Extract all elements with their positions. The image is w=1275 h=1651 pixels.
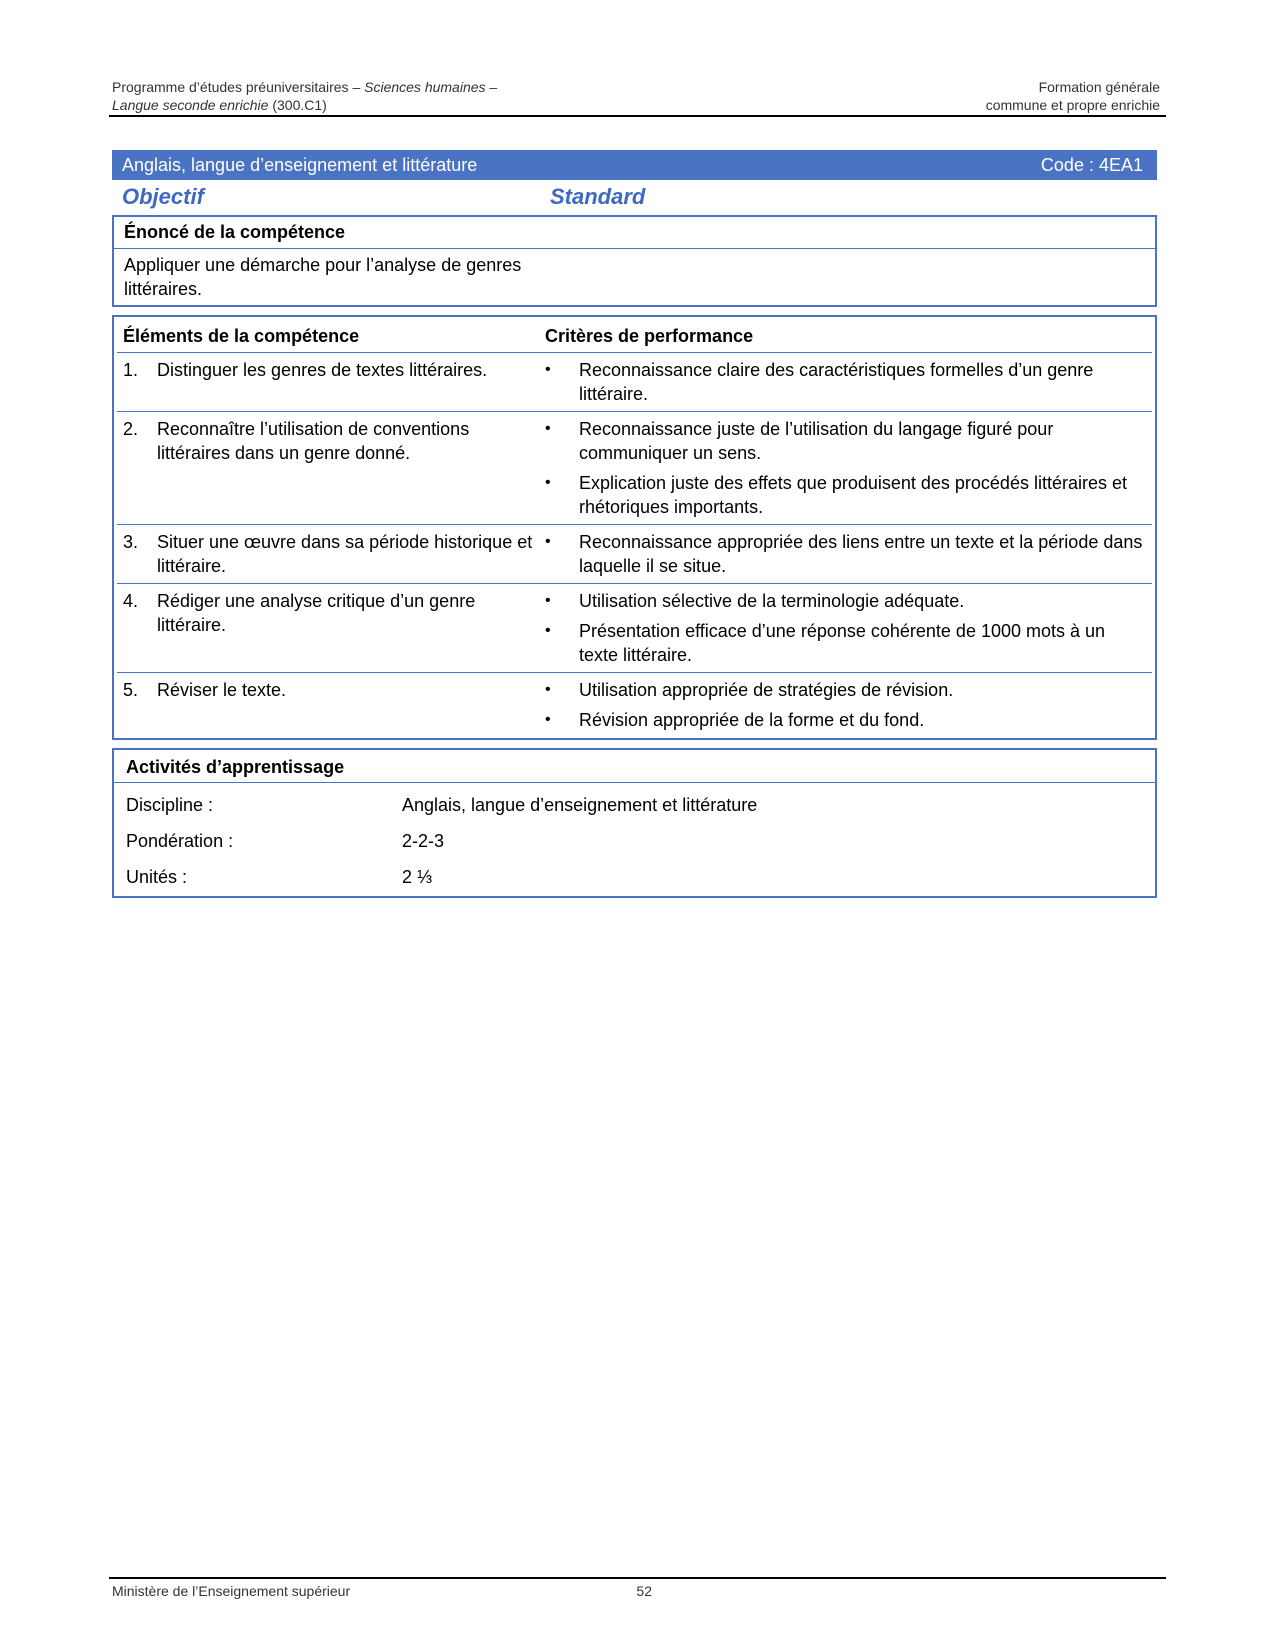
criterion-item <box>545 589 1146 613</box>
bullet-icon: • <box>545 681 551 698</box>
element-item <box>123 417 533 465</box>
element-cell <box>117 673 539 738</box>
header-program: Programme d’études préuniversitaires – Sciences humaines – <box>112 79 498 95</box>
col-elements-header: Éléments de la compétence <box>117 320 539 353</box>
element-number: 1. <box>123 360 139 380</box>
page-footer <box>112 1583 652 1599</box>
criteria-cell <box>539 584 1152 673</box>
element-cell <box>117 584 539 673</box>
discipline-label: Discipline : <box>126 794 214 815</box>
bullet-icon: • <box>545 711 551 728</box>
activites-heading: Activités d’apprentissage <box>114 750 1155 783</box>
criterion-text: Présentation efficace d’une réponse cohérente de 1000 mots à un texte littéraire. <box>579 621 1106 665</box>
criterion-text: Révision appropriée de la forme et du fond. <box>579 710 925 730</box>
discipline-value: Anglais, langue d’enseignement et littérature <box>402 794 758 815</box>
criterion-text: Utilisation sélective de la terminologie adéquate. <box>579 591 965 611</box>
activites-box <box>112 748 1157 898</box>
criteria-cell <box>539 673 1152 738</box>
element-text: Distinguer les genres de textes littéraires. <box>157 360 488 380</box>
col-criteres-header: Critères de performance <box>539 320 1152 353</box>
element-cell <box>117 412 539 525</box>
course-title-bar <box>112 150 1157 180</box>
bullet-icon: • <box>545 533 551 550</box>
elements-header-row <box>117 320 1152 353</box>
ponderation-row <box>114 823 1155 859</box>
criteria-cell <box>539 412 1152 525</box>
criterion-item <box>545 619 1146 667</box>
element-text: Rédiger une analyse critique d’un genre littéraire. <box>157 591 476 635</box>
standard-label: Standard <box>550 184 646 209</box>
elements-body <box>117 353 1152 738</box>
page-number: 52 <box>636 1583 652 1599</box>
criteria-cell <box>539 353 1152 412</box>
element-text: Réviser le texte. <box>157 680 287 700</box>
bullet-icon: • <box>545 592 551 609</box>
criterion-text: Reconnaissance claire des caractéristiques formelles d’un genre littéraire. <box>579 360 1094 404</box>
criterion-text: Explication juste des effets que produisent des procédés littéraires et rhétoriques importants. <box>579 473 1127 517</box>
element-number: 2. <box>123 419 139 439</box>
criterion-item <box>545 358 1146 406</box>
criterion-item <box>545 530 1146 578</box>
header-formation-line2: commune et propre enrichie <box>985 97 1160 113</box>
enonce-box <box>112 215 1157 307</box>
criterion-item <box>545 471 1146 519</box>
element-row <box>117 525 1152 584</box>
unites-label: Unités : <box>126 866 188 887</box>
ponderation-label: Pondération : <box>126 830 234 851</box>
element-item <box>123 589 533 637</box>
elements-box <box>112 315 1157 740</box>
discipline-row <box>114 787 1155 823</box>
element-item <box>123 678 533 702</box>
element-row <box>117 584 1152 673</box>
footer-ministry: Ministère de l’Enseignement supérieur <box>112 1583 351 1599</box>
element-number: 4. <box>123 591 139 611</box>
element-number: 3. <box>123 532 139 552</box>
header-divider <box>109 115 1166 117</box>
element-row <box>117 412 1152 525</box>
course-title: Anglais, langue d’enseignement et littérature <box>122 154 478 175</box>
element-number: 5. <box>123 680 139 700</box>
objective-standard-row <box>122 184 1152 212</box>
ponderation-value: 2-2-3 <box>402 830 445 851</box>
element-cell <box>117 525 539 584</box>
element-row <box>117 673 1152 738</box>
criterion-item <box>545 417 1146 465</box>
element-text: Reconnaître l’utilisation de conventions littéraires dans un genre donné. <box>157 419 470 463</box>
unites-value: 2 ⅓ <box>402 866 433 887</box>
criterion-item <box>545 678 1146 702</box>
criterion-item <box>545 708 1146 732</box>
header-program-line2: Langue seconde enrichie (300.C1) <box>112 97 327 113</box>
bullet-icon: • <box>545 474 551 491</box>
page-header <box>112 78 1160 114</box>
element-row <box>117 353 1152 412</box>
enonce-text: Appliquer une démarche pour l’analyse de genres littéraires. <box>124 255 522 299</box>
bullet-icon: • <box>545 361 551 378</box>
criterion-text: Reconnaissance appropriée des liens entre un texte et la période dans laquelle il se situe. <box>579 532 1143 576</box>
header-formation: Formation générale <box>1038 79 1160 95</box>
criterion-text: Utilisation appropriée de stratégies de révision. <box>579 680 954 700</box>
footer-divider <box>109 1577 1166 1579</box>
objectif-label: Objectif <box>122 184 204 209</box>
bullet-icon: • <box>545 420 551 437</box>
elements-table <box>117 320 1152 737</box>
criterion-text: Reconnaissance juste de l’utilisation du langage figuré pour communiquer un sens. <box>579 419 1054 463</box>
unites-row <box>114 859 1155 895</box>
element-cell <box>117 353 539 412</box>
bullet-icon: • <box>545 622 551 639</box>
criteria-cell <box>539 525 1152 584</box>
element-item <box>123 358 533 382</box>
element-text: Situer une œuvre dans sa période historique et littéraire. <box>157 532 533 576</box>
enonce-heading: Énoncé de la compétence <box>114 217 1155 249</box>
element-item <box>123 530 533 578</box>
course-code: Code : 4EA1 <box>1040 154 1143 175</box>
